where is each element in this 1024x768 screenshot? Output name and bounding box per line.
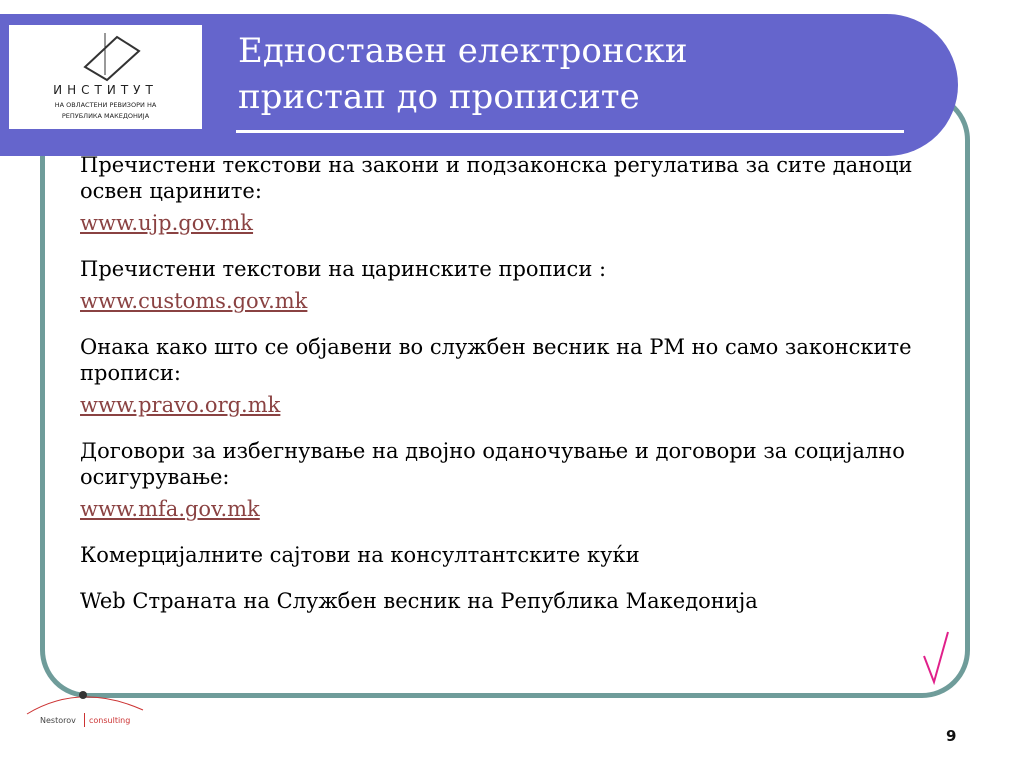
item-text-5: Комерцијалните сајтови на консултантските куќи [80,543,640,567]
title-underline [236,130,904,133]
link-pravo[interactable]: www.pravo.org.mk [80,393,281,417]
footer-separator [84,713,85,727]
footer-company: Nestorov [40,716,76,725]
link-customs[interactable]: www.customs.gov.mk [80,289,308,313]
checkmark-icon [922,630,950,686]
logo-line-1: ИНСТИТУТ [53,83,158,97]
slide-title [238,28,898,120]
slide-content [80,152,940,620]
institute-logo [9,25,202,129]
logo-line-2: НА ОВЛАСТЕНИ РЕВИЗОРИ НА [54,101,157,109]
item-text-1: Пречистени текстови на закони и подзаконска регулатива за сите даноци освен царините: [80,153,913,203]
link-ujp[interactable]: www.ujp.gov.mk [80,211,254,235]
item-text-3: Онака како што се објавени во службен весник на РМ но само законските прописи: [80,335,912,385]
page-number: 9 [946,727,957,745]
item-text-4: Договори за избегнување на двојно оданочување и договори за социјално осигурување: [80,439,905,489]
slide-title-line-1: Едноставен електронски [238,31,688,71]
item-text-6: Web Страната на Службен весник на Република Македонија [80,589,758,613]
item-text-2: Пречистени текстови на царинските прописи : [80,257,607,281]
slide-title-line-2: пристап до прописите [238,77,640,117]
logo-line-3: РЕПУБЛИКА МАКЕДОНИЈА [61,112,150,120]
link-mfa[interactable]: www.mfa.gov.mk [80,497,260,521]
footer-company-suffix: consulting [89,716,131,725]
